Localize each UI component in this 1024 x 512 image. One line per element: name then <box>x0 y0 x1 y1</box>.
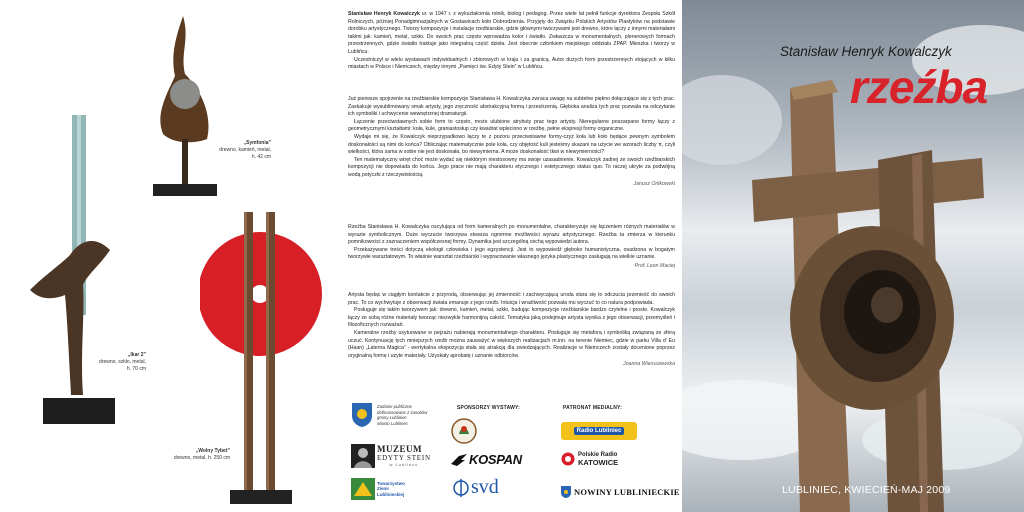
patron-line: Zadanie publiczne <box>377 404 412 409</box>
caption-title: „Wolny Tybet” <box>195 448 230 454</box>
radio-katowice-text <box>578 452 618 466</box>
muzeum-text <box>377 445 431 467</box>
muzeum-portrait-icon <box>351 444 375 468</box>
caption-title: „Ikar 2” <box>127 352 146 358</box>
caption-line: drewno, metal, h. 250 cm <box>173 455 230 461</box>
essay-paragraph: Artysta będąc w ciągłym kontakcie z przyrodą, obserwując jej zmienność i zachwycającą uroda stara się to odczucia przenieść do swoich prac. To co wychwytuje z obserwacji świata emanuje z jego rzeźb. Intuicja i wrażliwość pozwala mu wyczuć to co natura podpowiada. <box>348 292 675 306</box>
bio-paragraph <box>348 11 675 57</box>
sculpture-ikar <box>25 115 125 430</box>
text-panel <box>341 0 683 512</box>
sculpture-symfonia <box>145 14 225 204</box>
essay-paragraph: Łączenie przeciwstawnych sobie form to często, może ulubione atrybuty prac tego artysty. Nieregularne poszarpane formy łączy z geometrycznymi kształtami: koła, kule, graniastosłup czy kwadrat wpleciono w rzeźbę, pełne ekspresji formy organiczne. <box>348 118 675 133</box>
svd-label: svd <box>471 476 499 498</box>
essay-orlikowski <box>348 96 675 188</box>
towarzystwo-line: Lublinieckiej <box>377 491 405 497</box>
essay-maciej <box>348 224 675 271</box>
radio-lubliniec-label: Radio Lubliniec <box>574 427 625 435</box>
artist-name: Stanisław Henryk Kowalczyk <box>348 11 420 17</box>
essay-paragraph: Posługuje się takim tworzywem jak: drewno, kamień, metal, szkło, budując kompozycje rzeźbiarskie bardzo czytelne i proste. Kowalczyk łączy ze sobą różne materiały tworząc niezwykle harmonijną całość. Tematyka jaką podejmuje artysta wynika z jego obserwacji, przemyśleń i filozoficznych rozważań. <box>348 307 675 329</box>
patron-text <box>377 404 427 426</box>
bio-text: ur. w 1947 r. z wykształcenia rolnik, biolog i pedagog. Przez wiele lat pełnił funkcje dyrektora Zespołu Szkół Rolniczych, później Ponadgimnazjalnych w Gostawicach koło Dobrodzienia. Przyjęty do Związku Polskich Artystów Plastyków na podstawie dorobku artystycznego. Tworzy kompozycje i instalacje rzeźbiarskie, gdzie głównymi tworzywami jest drewno, które łączy z innymi materiałami takimi jak: kamień, metal, szkło. Do swoich prac często wprowadza kolor i światło. Zwłaszcza w monumentalnych, plenerowych formach przestrzennych, gdzie światło traktuje jako integralną część dzieła. Jest obecnie członkiem miejskiego oddziału ZPAP. Mieszka i tworzy w Lublińcu. <box>348 11 675 55</box>
patron-line: Miasto Lubliniec <box>377 420 408 426</box>
bio-paragraph-2: Uczestniczył w wielu wystawach indywidualnych i zbiorowych w kraju i za granicą. Autor dużych form przestrzennych stojących w kilku miastach w Polsce i Niemczech, między innymi „Pamięci św. Edyty Stein” w Lublińcu. <box>348 56 675 71</box>
kospan-label: KOSPAN <box>469 452 522 467</box>
muzeum-line: MUZEUM <box>377 444 422 454</box>
towarzystwo-icon <box>351 478 375 500</box>
muzeum-line: EDYTY STEIN <box>377 454 431 462</box>
sponsor-seal-icon <box>451 418 477 444</box>
signature: Joanna Wieruszewska <box>623 361 675 368</box>
nowiny-crest-icon <box>561 486 571 498</box>
towarzystwo-line: Ziemi <box>377 486 389 492</box>
kospan-logo <box>451 452 522 467</box>
radio-katowice-line: KATOWICE <box>578 458 619 467</box>
artist-name-cover: Stanisław Henryk Kowalczyk <box>780 44 952 59</box>
essay-wieruszewska <box>348 292 675 369</box>
sculptures-panel <box>0 0 342 512</box>
svd-globe-icon <box>453 477 469 499</box>
essay-paragraph: Wydaje mi się, że Kowalczyk nieprzypadkowo łączy te z pozoru przeciwstawne formy-czyż koła lub koło będące pewnym symbolem doskonałości są nimi do końca? Obliczając matematycznie pole koła, czy objętość kuli jesteśmy skazani na użycie we wzorach liczby π, czyli wielkości, która sama w sobie nie jest doskonała, bo niewymierna. A może doskonałość tkwi w niewymierności? <box>348 133 675 156</box>
signature: Prof. Leon Maciej <box>634 262 675 269</box>
essay-paragraph: Kameralne rzeźby usytuowane w pejzażu nabierają monumentalnego charakteru. Posługuje się metaforą i symboliką związaną ze sferą uczuć. Kontynuację tych mniejszych rzeźb można zauważyć w większych realizacjach m.inn. na terenie Niemiec, gdzie w parku Villa d’ Eu (Haan) „Laterna Magica” - wertykalna ekspozycja stała się atrakcją dla zwiedzających. Realizacje w Niemczech zostały docenione poprzez oryginalną formę i użyte materiały. Uzyskały aprobatę i uznanie odbiorców. <box>348 329 675 359</box>
cover-title: rzeźba <box>850 61 988 113</box>
cover-footer: LUBLINIEC, KWIECIEŃ-MAJ 2009 <box>782 484 951 496</box>
caption-line: drewno, kamień, metal, <box>219 147 271 153</box>
radio-katowice-line: Polskie Radio <box>578 452 618 458</box>
radio-lubliniec-logo <box>561 422 637 440</box>
towarzystwo-text <box>377 481 405 498</box>
nowiny-label: NOWINY LUBLINIECKIE <box>574 487 680 497</box>
sculpture-wolny-tybet <box>200 212 325 507</box>
essay-paragraph: Ten matematyczny wtręt choć może wydać się niektórym niestosowny ma swoje uzasadnienie. Kowalczyk żadnej ze swoich rzeźbiarskich kompozycji nie dopowiada do końca. Jego prace nie mają charakteru etycznego i estetycznego status quo. To raczej ukryte za podwójną wodą potyczki z rzeczywistością. <box>348 156 675 178</box>
caption-wolny-tybet <box>162 448 230 462</box>
media-patrons-heading: PATRONAT MEDIALNY: <box>563 405 623 411</box>
muzeum-line: w Lublińcu <box>389 462 419 467</box>
signature: Janusz Orlikowski <box>633 180 675 187</box>
patron-line: gminy Lubliniec <box>377 415 407 420</box>
essay-paragraph: Już pierwsze spojrzenie na rzeźbiarskie kompozycje Stanisława H. Kowalczyka zwraca uwagę na subtelne piękno dołączające się z tych prac. Zaskakuje wysublimowany smak artysty, jego zręczność abstrakcyjną formą i przestrzenią. Głęboka analiza tych prac pozwala na odczytanie ich symboliki i uchwycenie wewnętrznej dramaturgii. <box>348 96 675 118</box>
lubliniec-crest-icon <box>351 402 373 428</box>
cover-panel <box>682 0 1024 512</box>
caption-line: h. 42 cm <box>251 154 271 160</box>
kospan-bird-icon <box>451 454 467 466</box>
essay-paragraph: Przekazywane treści dotyczą ekologii człowieka i jego egzystencji. Jest to wypowiedź głęboko humanistyczna, osadzona w bogatym tworzywie warsztatowym. To właśnie warsztat rzeźbiarski i wypracowanie własnego języka plastycznego zasługują na wielkie uznanie. <box>348 246 675 261</box>
sponsors-heading: SPONSORZY WYSTAWY: <box>457 405 521 411</box>
radio-katowice-icon <box>561 452 575 466</box>
logos-area <box>341 396 682 512</box>
caption-line: h. 70 cm <box>126 366 146 372</box>
caption-symfonia <box>215 140 271 161</box>
caption-line: drewno, szkło, metal, <box>99 359 146 365</box>
towarzystwo-line: Towarzystwo <box>377 480 405 486</box>
svd-logo <box>453 476 499 499</box>
essay-paragraph: Rzeźba Stanisława H. Kowalczyka oscylująca od form kameralnych po monumentalne, charakteryzuje się łączeniem różnych materiałów w wyrazie symbolicznym. Duże wyczucie tworzywa stwarza ogromne możliwości wyrazu artystycznego. Rzeźba ta zmierza w kierunku pomnikowości z zaznaczeniem współczesnej formy. Dynamika jest szczególną cechą wypowiedzi autora. <box>348 224 675 246</box>
caption-title: „Symfonia” <box>243 140 271 146</box>
nowiny-logo <box>561 486 680 498</box>
patron-line: dofinansowane z zasobów <box>377 409 428 415</box>
radio-katowice-logo <box>561 452 618 466</box>
bio-block <box>348 11 675 72</box>
towarzystwo-logo <box>351 478 405 500</box>
caption-ikar <box>80 352 146 373</box>
